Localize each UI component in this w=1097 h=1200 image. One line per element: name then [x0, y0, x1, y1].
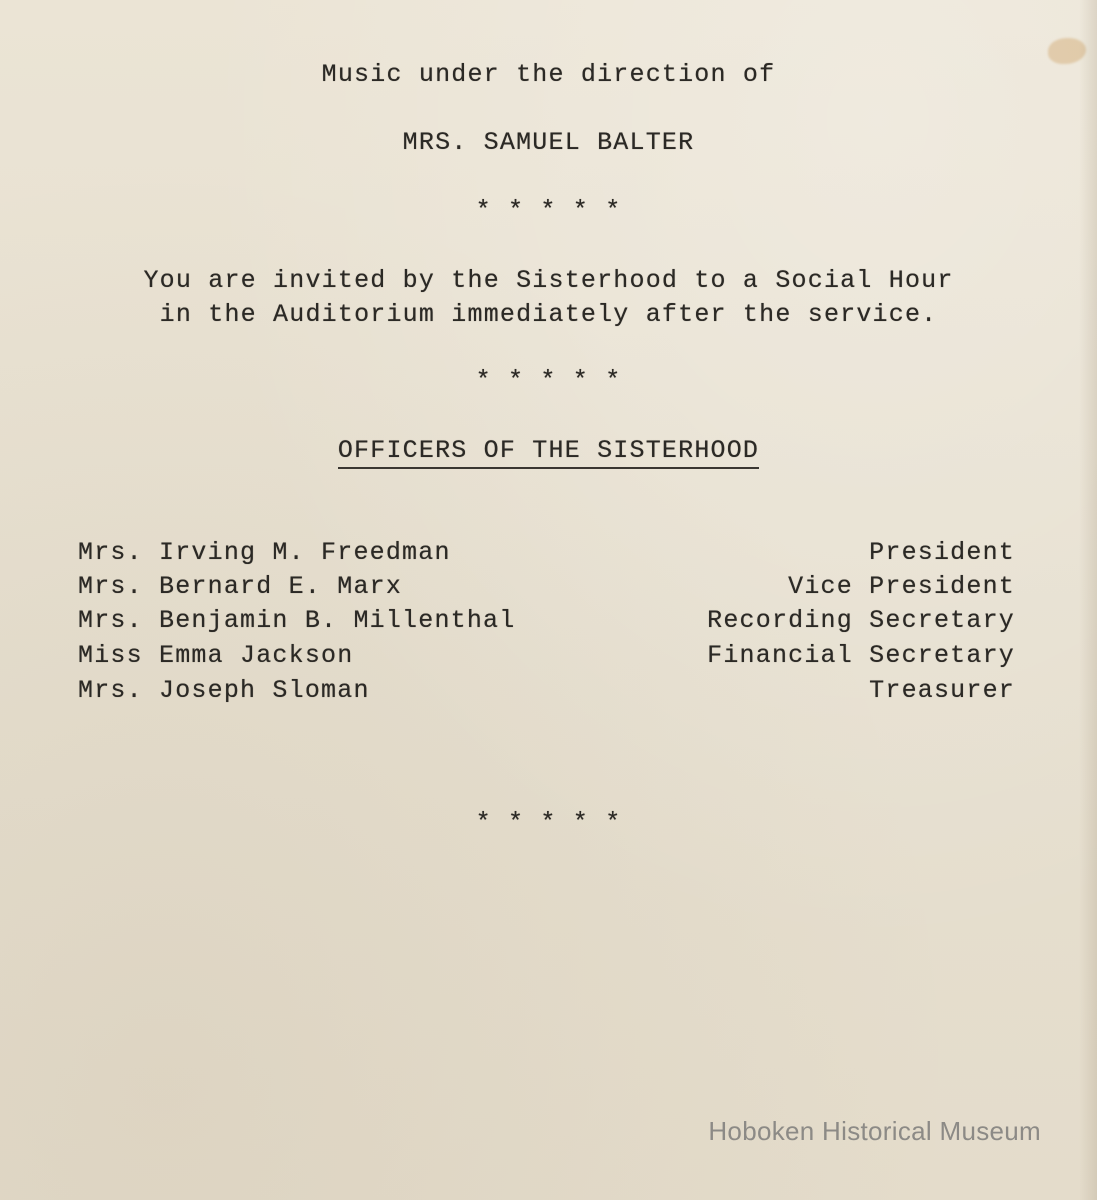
separator-stars-1: * * * * * — [475, 196, 622, 225]
separator-stars-3: * * * * * — [475, 808, 622, 837]
officers-heading-wrap — [0, 436, 1097, 469]
officer-name: Mrs. Irving M. Freedman — [78, 538, 451, 567]
officer-title: Financial Secretary — [707, 641, 1015, 670]
officer-row — [78, 538, 1015, 572]
officer-name: Mrs. Bernard E. Marx — [78, 572, 403, 601]
officer-name: Miss Emma Jackson — [78, 641, 354, 670]
invitation-line-1: You are invited by the Sisterhood to a Social Hour — [143, 266, 954, 295]
separator-stars-2: * * * * * — [475, 366, 622, 395]
officer-title: President — [869, 538, 1015, 567]
music-director-name: MRS. SAMUEL BALTER — [402, 128, 695, 157]
officer-name: Mrs. Joseph Sloman — [78, 676, 370, 705]
museum-watermark: Hoboken Historical Museum — [708, 1116, 1041, 1146]
page-edge-shadow — [1079, 0, 1097, 1200]
officers-heading: OFFICERS OF THE SISTERHOOD — [338, 436, 759, 469]
officer-name: Mrs. Benjamin B. Millenthal — [78, 606, 516, 635]
officer-title: Vice President — [788, 572, 1015, 601]
officer-title: Recording Secretary — [707, 606, 1015, 635]
officer-row — [78, 676, 1015, 710]
officer-row — [78, 641, 1015, 675]
officer-title: Treasurer — [869, 676, 1015, 705]
officer-row — [78, 606, 1015, 640]
officer-row — [78, 572, 1015, 606]
music-direction-line: Music under the direction of — [321, 60, 776, 89]
invitation-line-2: in the Auditorium immediately after the service. — [159, 300, 938, 329]
